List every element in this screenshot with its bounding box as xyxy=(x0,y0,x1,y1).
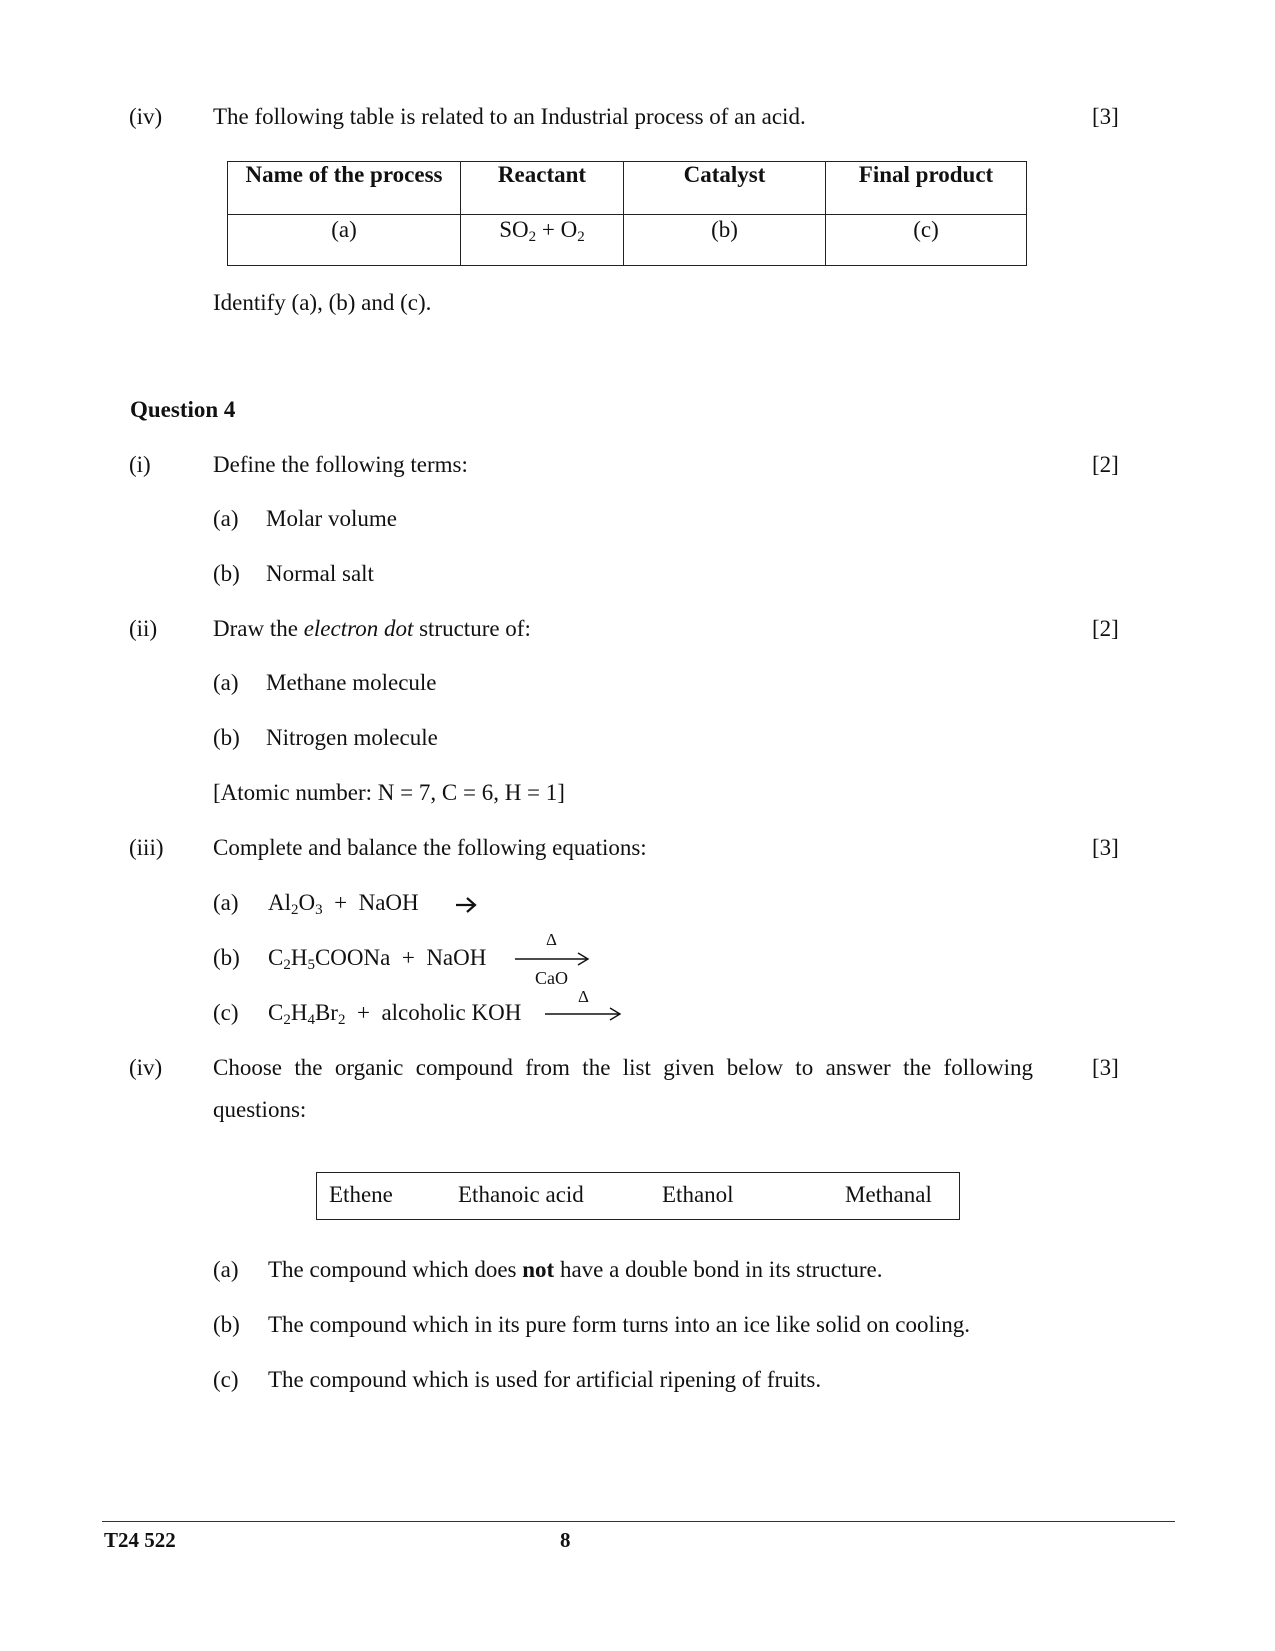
q4-ii-a-label: (a) xyxy=(213,670,239,695)
q4-iv-c-label: (c) xyxy=(213,1367,239,1392)
reaction-arrow-icon xyxy=(544,1006,622,1022)
industrial-process-table xyxy=(227,161,1027,266)
table-row xyxy=(228,215,1027,266)
q4-iv-b-text: The compound which in its pure form turns into an ice like solid on cooling. xyxy=(268,1312,971,1337)
compound-item: Ethene xyxy=(329,1182,393,1207)
q4-i-b-text: Normal salt xyxy=(266,561,374,586)
q4-iv-number: (iv) xyxy=(129,1055,163,1080)
q4-iv-text-line2: questions: xyxy=(213,1097,307,1122)
eq-c-heat-label: Δ xyxy=(578,987,589,1006)
q4-i-b-label: (b) xyxy=(213,561,240,586)
header-reactant: Reactant xyxy=(461,162,624,215)
compound-list-box xyxy=(316,1172,960,1220)
q4-ii-number: (ii) xyxy=(129,616,158,641)
q4-iv-b-label: (b) xyxy=(213,1312,240,1337)
eq-c: $C_2H_4Br_2$ + alcoholic KOH xyxy=(268,1000,522,1028)
header-final-product: Final product xyxy=(826,162,1027,215)
footer-divider xyxy=(102,1521,1175,1522)
q4-iii-number: (iii) xyxy=(129,835,164,860)
compound-item: Ethanoic acid xyxy=(458,1182,584,1207)
eq-a: $Al_2O_3$ + NaOH xyxy=(268,890,419,918)
cell-a: (a) xyxy=(228,215,461,266)
table-header-row xyxy=(228,162,1027,215)
cell-b: (b) xyxy=(624,215,826,266)
question-4-title: Question 4 xyxy=(130,397,236,422)
eq-a-label: (a) xyxy=(213,890,239,915)
cell-reactant: $SO_2 + O_2$ xyxy=(461,215,624,266)
cell-c: (c) xyxy=(826,215,1027,266)
q4-iv-a-label: (a) xyxy=(213,1257,239,1282)
eq-b-label: (b) xyxy=(213,945,240,970)
reaction-arrow-icon xyxy=(514,951,590,967)
q4-i-text: Define the following terms: xyxy=(213,452,468,477)
q4-i-number: (i) xyxy=(129,452,151,477)
q3-iv-number: (iv) xyxy=(129,104,163,129)
q4-iii-marks: [3] xyxy=(1092,835,1119,860)
compound-item: Ethanol xyxy=(662,1182,734,1207)
q4-ii-marks: [2] xyxy=(1092,616,1119,641)
q3-iv-text: The following table is related to an Industrial process of an acid. xyxy=(213,104,806,129)
q4-iv-a-text: The compound which does not have a double bond in its structure. xyxy=(268,1257,883,1282)
q3-iv-marks: [3] xyxy=(1092,104,1119,129)
eq-c-label: (c) xyxy=(213,1000,239,1025)
q4-i-a-label: (a) xyxy=(213,506,239,531)
q4-ii-text: Draw the electron dot structure of: xyxy=(213,616,531,641)
eq-b-heat-label: Δ xyxy=(546,930,557,949)
q4-ii-b-text: Nitrogen molecule xyxy=(266,725,438,750)
footer-page-number: 8 xyxy=(560,1528,571,1552)
header-catalyst: Catalyst xyxy=(624,162,826,215)
q4-i-marks: [2] xyxy=(1092,452,1119,477)
identify-text: Identify (a), (b) and (c). xyxy=(213,290,432,315)
q4-iv-c-text: The compound which is used for artificial ripening of fruits. xyxy=(268,1367,822,1392)
footer-paper-code: T24 522 xyxy=(104,1528,176,1552)
q4-ii-a-text: Methane molecule xyxy=(266,670,437,695)
eq-b-catalyst-label: CaO xyxy=(535,968,568,988)
q4-iv-text-line1: Choose the organic compound from the list given below to answer the following xyxy=(213,1055,1033,1080)
q4-iv-marks: [3] xyxy=(1092,1055,1119,1080)
q4-ii-b-label: (b) xyxy=(213,725,240,750)
atomic-number-note: [Atomic number: N = 7, C = 6, H = 1] xyxy=(213,780,565,805)
reaction-arrow-icon xyxy=(454,895,480,915)
compound-item: Methanal xyxy=(845,1182,932,1207)
eq-b: $C_2H_5COONa$ + NaOH xyxy=(268,945,487,973)
q4-iii-text: Complete and balance the following equations: xyxy=(213,835,647,860)
header-process: Name of the process xyxy=(228,162,461,215)
q4-i-a-text: Molar volume xyxy=(266,506,397,531)
